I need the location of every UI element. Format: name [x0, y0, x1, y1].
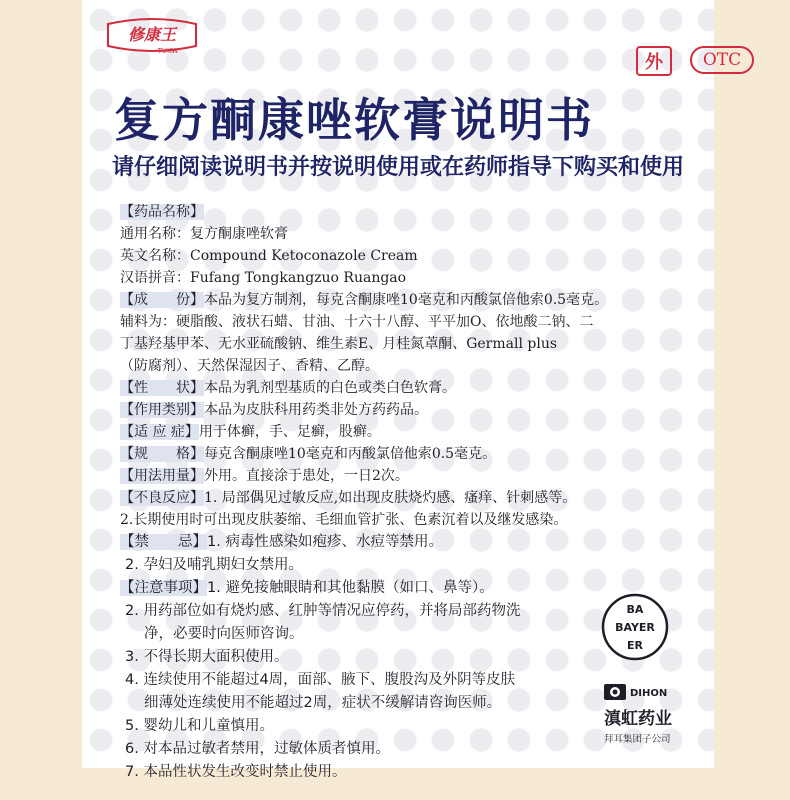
spec-text: 每克含酮康唑10毫克和丙酸氯倍他索0.5毫克。: [204, 446, 497, 462]
dihon-cn-text: 滇虹药业: [604, 709, 672, 729]
caution-6: 6. 对本品过敏者禁用，过敏体质者慎用。: [125, 741, 390, 757]
pinyin-name-line: 汉语拼音：Fufang Tongkangzuo Ruangao: [120, 270, 407, 286]
external-use-badge: 外: [636, 46, 672, 76]
leaflet-subtitle: 请仔细阅读说明书并按说明使用或在药师指导下购买和使用: [112, 155, 685, 180]
cautions-text-1: 1. 避免接触眼睛和其他黏膜（如口、鼻等）。: [207, 580, 494, 596]
otc-badge: OTC: [690, 46, 754, 74]
spec-line: [120, 445, 496, 463]
caution-7: 7. 本品性状发生改变时禁止使用。: [125, 764, 347, 780]
indications-tag: 【适 应 症】: [120, 424, 199, 440]
contraindications-line-1: [120, 533, 443, 551]
adverse-text-1: 1. 局部偶见过敏反应,如出现皮肤烧灼感、瘙痒、针刺感等。: [204, 490, 577, 506]
properties-text: 本品为乳剂型基质的白色或类白色软膏。: [204, 380, 456, 396]
adverse-line-2: 2.长期使用时可出现皮肤萎缩、毛细血管扩张、色素沉着以及继发感染。: [120, 512, 568, 528]
generic-name-line: 通用名称：复方酮康唑软膏: [120, 226, 288, 242]
adverse-tag: 【不良反应】: [120, 490, 204, 506]
usage-tag: 【用法用量】: [120, 468, 204, 484]
caution-3: 3. 不得长期大面积使用。: [125, 649, 289, 665]
bayer-cross-logo: [600, 592, 670, 662]
usage-text: 外用。直接涂于患处，一日2次。: [204, 468, 409, 484]
cautions-line-1: [120, 579, 494, 597]
bayer-top-letters: BA: [626, 603, 644, 616]
caution-4a: 4. 连续使用不能超过4周，面部、腋下、腹股沟及外阴等皮肤: [125, 672, 516, 688]
indications-line: [120, 423, 381, 441]
contraindications-tag: 【禁 忌】: [120, 534, 207, 550]
properties-tag: 【性 状】: [120, 380, 204, 396]
ingredients-tag: 【成 份】: [120, 292, 204, 308]
adverse-line-1: [120, 489, 576, 507]
category-tag: 【作用类别】: [120, 402, 204, 418]
english-name-line: 英文名称：Compound Ketoconazole Cream: [120, 248, 418, 264]
leaflet-title: 复方酮康唑软膏说明书: [114, 93, 594, 147]
properties-line: [120, 379, 456, 397]
excipients-line-1: 辅料为：硬脂酸、液状石蜡、甘油、十六十八醇、平平加O、依地酸二钠、二: [120, 314, 594, 330]
spec-tag: 【规 格】: [120, 446, 204, 462]
ingredients-text: 本品为复方制剂，每克含酮康唑10毫克和丙酸氯倍他索0.5毫克。: [204, 292, 609, 308]
dihon-sub-text: 拜耳集团子公司: [604, 734, 671, 745]
cautions-tag: 【注意事项】: [120, 580, 207, 596]
caution-2b: 净，必要时向医师咨询。: [144, 626, 304, 642]
excipients-line-2: 丁基羟基甲苯、无水亚硫酸钠、维生素E、月桂氮䓬酮、Germall plus: [120, 336, 558, 352]
brand-logo: [104, 16, 200, 58]
brand-logo-subtext: TUKW: [157, 47, 179, 55]
caution-5: 5. 婴幼儿和儿童慎用。: [125, 718, 274, 734]
bayer-bottom-letters: ER: [627, 639, 643, 652]
contraindications-line-2: 2. 孕妇及哺乳期妇女禁用。: [125, 557, 303, 573]
caution-2a: 2. 用药部位如有烧灼感、红肿等情况应停药，并将局部药物洗: [125, 603, 521, 619]
excipients-line-3: （防腐剂）、天然保湿因子、香精、乙醇。: [120, 358, 379, 374]
bayer-wordmark: BAYER: [615, 621, 655, 634]
indications-text: 用于体癣，手、足癣，股癣。: [198, 424, 381, 440]
category-text: 本品为皮肤科用药类非处方药药品。: [204, 402, 428, 418]
dihon-en-text: DIHON: [630, 688, 668, 699]
category-line: [120, 401, 428, 419]
caution-4b: 细薄处连续使用不能超过2周，症状不缓解请咨询医师。: [144, 695, 502, 711]
drug-name-header: 【药品名称】: [120, 204, 204, 220]
usage-line: [120, 467, 409, 485]
brand-logo-text: 修康王: [127, 25, 177, 44]
leaflet-header: [82, 0, 742, 180]
ingredients-line: [120, 291, 608, 309]
contraindications-text-1: 1. 病毒性感染如疱疹、水痘等禁用。: [207, 534, 443, 550]
dihon-logo: [602, 682, 680, 762]
